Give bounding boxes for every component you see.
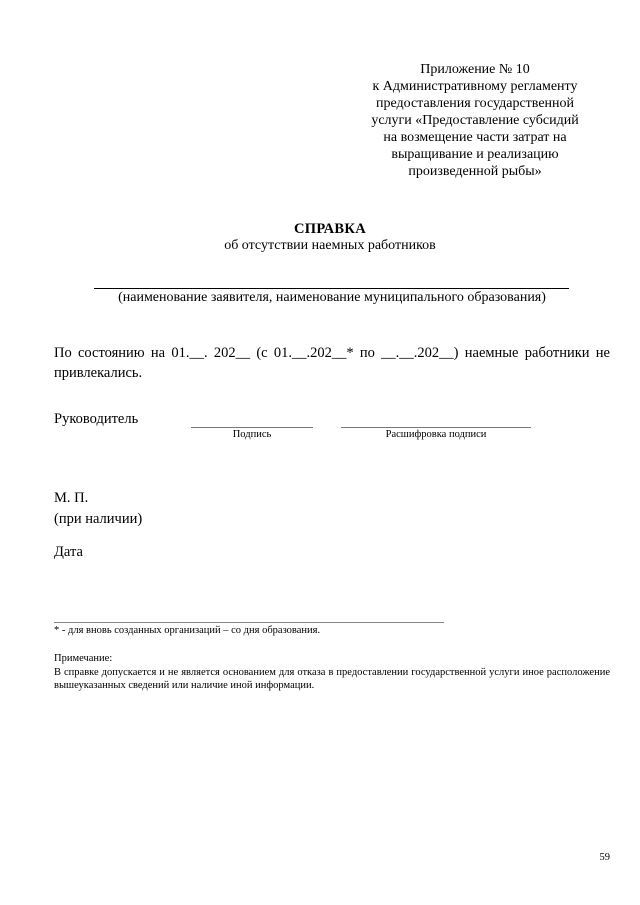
appendix-line: Приложение № 10	[420, 62, 530, 77]
head-label: Руководитель	[54, 411, 139, 427]
signature-decode-line	[341, 427, 531, 428]
page-number: 59	[599, 852, 610, 863]
footnote-text: * - для вновь созданных организаций – со дня образования.	[54, 625, 321, 636]
date-label: Дата	[54, 544, 83, 560]
signature-decode-caption: Расшифровка подписи	[385, 429, 487, 440]
appendix-line: услуги «Предоставление субсидий	[371, 113, 579, 128]
applicant-caption: (наименование заявителя, наименование муниципального образования)	[118, 290, 546, 305]
appendix-line: на возмещение части затрат на	[383, 130, 567, 145]
note-title: Примечание:	[54, 653, 113, 664]
seal-note: (при наличии)	[54, 511, 143, 527]
appendix-line: к Административному регламенту	[372, 79, 578, 94]
note-text: В справке допускается и не является основанием для отказа в предоставлении государственной услуги иное расположение вышеуказанных сведений или наличие иной информации.	[54, 667, 610, 691]
seal-block	[54, 488, 142, 530]
document-subtitle: об отсутствии наемных работников	[224, 238, 436, 253]
appendix-line: предоставления государственной	[375, 96, 575, 111]
signature-line	[191, 427, 313, 428]
appendix-line: произведенной рыбы»	[408, 164, 542, 179]
footnote-divider	[54, 622, 444, 623]
applicant-name-line	[94, 288, 569, 289]
statement-text: По состоянию на 01.__. 202__ (с 01.__.202__* по __.__.202__) наемные работники не привлекались.	[54, 345, 610, 381]
signature-caption: Подпись	[232, 429, 272, 440]
document-title: СПРАВКА	[294, 221, 366, 237]
seal-label: М. П.	[54, 490, 89, 506]
appendix-header	[350, 61, 600, 180]
appendix-line: выращивание и реализацию	[391, 147, 559, 162]
